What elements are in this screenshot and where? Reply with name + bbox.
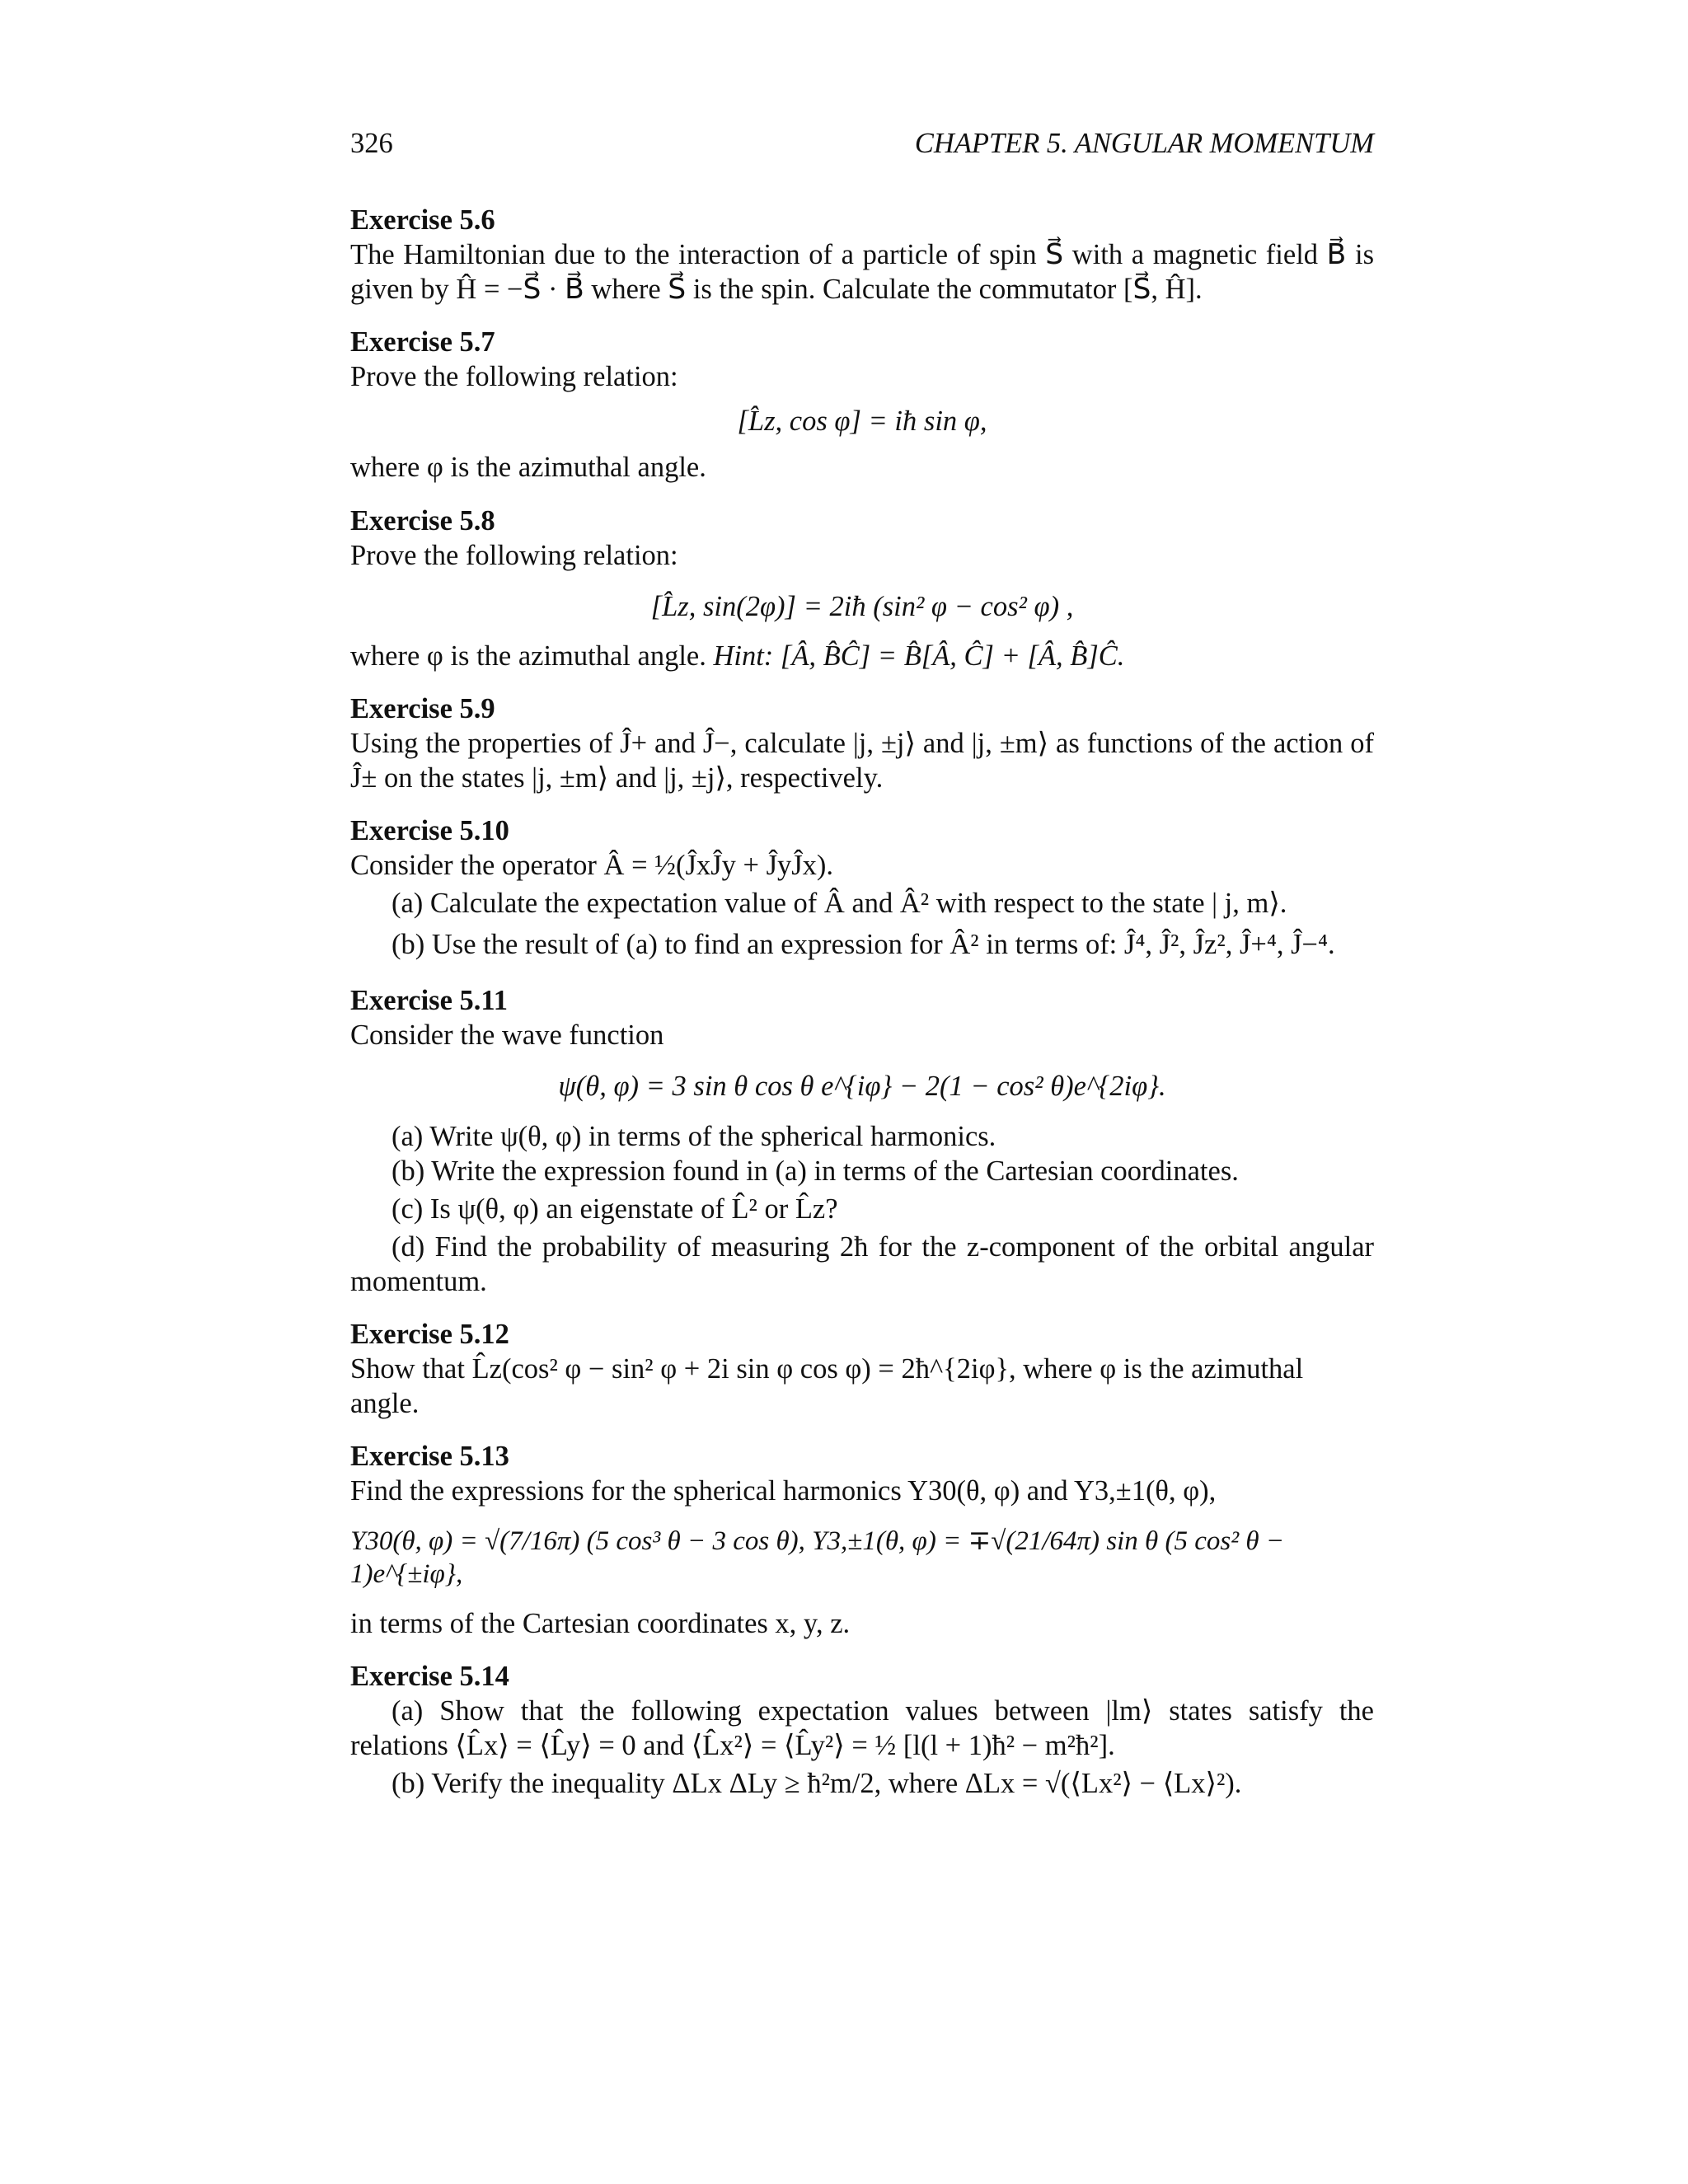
exercise-list bbox=[350, 203, 1374, 1822]
exercise-intro: Prove the following relation: bbox=[350, 361, 678, 393]
exercise-5-9 bbox=[350, 691, 1374, 795]
exercise-title: Exercise 5.12 bbox=[350, 1318, 509, 1350]
exercise-part: (a) Show that the following expectation values between |lm⟩ states satisfy the relations ⟨L̂x⟩ = ⟨L̂y⟩ = 0 and ⟨L̂x²⟩ = ⟨L̂y²⟩ = ½ [l(l + 1)ħ² − m²ħ²]. bbox=[350, 1694, 1374, 1761]
exercise-part: (a) Calculate the expectation value of Â and Â² with respect to the state | j, m⟩. bbox=[392, 888, 1287, 920]
exercise-part: (d) Find the probability of measuring 2ħ for the z-component of the orbital angular momentum. bbox=[350, 1230, 1374, 1297]
exercise-text: Using the properties of Ĵ+ and Ĵ−, calculate |j, ±j⟩ and |j, ±m⟩ as functions of the action of Ĵ± on the states |j, ±m⟩ and |j, ±j⟩, respectively. bbox=[350, 727, 1374, 794]
exercise-title: Exercise 5.6 bbox=[350, 204, 495, 236]
hint-label: Hint: bbox=[713, 640, 774, 672]
exercise-5-10 bbox=[350, 813, 1374, 965]
hint-formula: [Â, B̂Ĉ] = B̂[Â, Ĉ] + [Â, B̂]Ĉ. bbox=[780, 640, 1125, 672]
equation: [L̂z, sin(2φ)] = 2iħ (sin² φ − cos² φ) , bbox=[650, 590, 1074, 622]
exercise-5-14 bbox=[350, 1659, 1374, 1804]
exercise-title: Exercise 5.11 bbox=[350, 985, 508, 1017]
page-number: 326 bbox=[350, 128, 393, 159]
equation: [L̂z, cos φ] = iħ sin φ, bbox=[737, 405, 987, 438]
exercise-title: Exercise 5.13 bbox=[350, 1441, 509, 1473]
exercise-intro: Find the expressions for the spherical harmonics Y30(θ, φ) and Y3,±1(θ, φ), bbox=[350, 1475, 1217, 1507]
page-header bbox=[350, 126, 1374, 161]
exercise-part: (b) Verify the inequality ΔLx ΔLy ≥ ħ²m/2, where ΔLx = √(⟨Lx²⟩ − ⟨Lx⟩²). bbox=[392, 1768, 1242, 1800]
exercise-title: Exercise 5.7 bbox=[350, 326, 495, 359]
exercise-5-6 bbox=[350, 203, 1374, 307]
exercise-title: Exercise 5.10 bbox=[350, 815, 509, 847]
exercise-after-line bbox=[350, 639, 1374, 673]
exercise-intro: Consider the operator Â = ½(ĴxĴy + ĴyĴx). bbox=[350, 850, 834, 882]
exercise-title: Exercise 5.14 bbox=[350, 1660, 509, 1692]
exercise-5-12 bbox=[350, 1317, 1374, 1421]
exercise-5-11 bbox=[350, 983, 1374, 1299]
exercise-part: (b) Use the result of (a) to find an expression for Â² in terms of: Ĵ⁴, Ĵ², Ĵz², Ĵ+⁴, Ĵ−⁴. bbox=[392, 929, 1335, 961]
exercise-5-8 bbox=[350, 504, 1374, 673]
exercise-intro: Prove the following relation: bbox=[350, 539, 678, 571]
exercise-part: (c) Is ψ(θ, φ) an eigenstate of L̂² or L̂z? bbox=[392, 1193, 838, 1225]
exercise-title: Exercise 5.8 bbox=[350, 504, 495, 537]
equation: ψ(θ, φ) = 3 sin θ cos θ e^{iφ} − 2(1 − cos² θ)e^{2iφ}. bbox=[558, 1071, 1166, 1103]
exercise-after: in terms of the Cartesian coordinates x, y, z. bbox=[350, 1607, 851, 1639]
exercise-after: where φ is the azimuthal angle. bbox=[350, 452, 706, 484]
exercise-title: Exercise 5.9 bbox=[350, 692, 495, 724]
equation: Y30(θ, φ) = √(7/16π) (5 cos³ θ − 3 cos θ), Y3,±1(θ, φ) = ∓√(21/64π) sin θ (5 cos² θ − 1)e^{±iφ}, bbox=[350, 1526, 1285, 1590]
exercise-text: The Hamiltonian due to the interaction of a particle of spin S⃗ with a magnetic field B⃗ is given by Ĥ = −S⃗ · B⃗ where S⃗ is the spin. Calculate the commutator [S⃗, Ĥ]. bbox=[350, 239, 1374, 306]
exercise-5-7 bbox=[350, 325, 1374, 485]
exercise-5-13 bbox=[350, 1439, 1374, 1641]
chapter-title: CHAPTER 5. ANGULAR MOMENTUM bbox=[914, 128, 1374, 159]
exercise-text: Show that L̂z(cos² φ − sin² φ + 2i sin φ cos φ) = 2ħ^{2iφ}, where φ is the azimuthal angle. bbox=[350, 1352, 1304, 1419]
exercise-part: (b) Write the expression found in (a) in terms of the Cartesian coordinates. bbox=[392, 1155, 1239, 1187]
exercise-after: where φ is the azimuthal angle. bbox=[350, 640, 706, 672]
exercise-part: (a) Write ψ(θ, φ) in terms of the spherical harmonics. bbox=[392, 1120, 996, 1152]
exercise-intro: Consider the wave function bbox=[350, 1019, 664, 1052]
